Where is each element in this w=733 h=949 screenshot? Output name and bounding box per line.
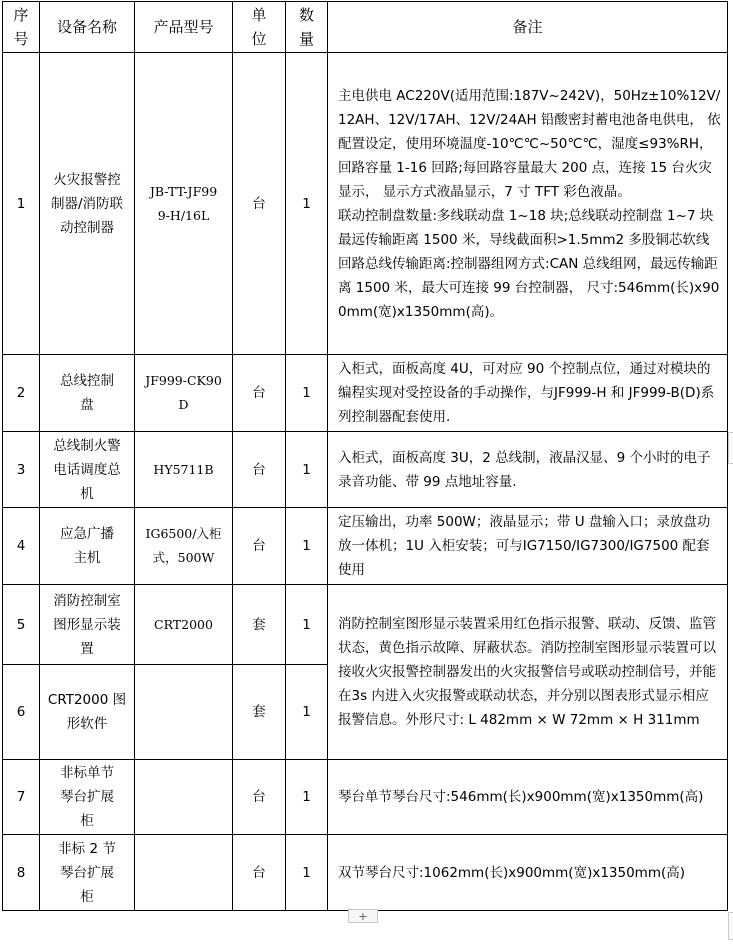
table-row [3,53,728,355]
row-model: CRT2000 [135,585,233,665]
header-no: 序号 [3,2,40,53]
row-no: 8 [3,835,40,911]
row-no: 1 [3,53,40,355]
row-name: 非标 2 节琴台扩展柜 [40,835,135,911]
row-qty: 1 [286,508,328,585]
header-unit: 单位 [233,2,286,53]
row-name: 应急广播主机 [40,508,135,585]
row-model: IG6500/入柜式，500W [135,508,233,585]
row-model [135,665,233,760]
header-qty: 数量 [286,2,328,53]
header-model: 产品型号 [135,2,233,53]
row-no: 3 [3,432,40,508]
row-unit: 台 [233,760,286,835]
row-unit: 台 [233,835,286,911]
row-model [135,760,233,835]
row-qty: 1 [286,355,328,432]
row-name: 火灾报警控制器/消防联动控制器 [40,53,135,355]
row-qty: 1 [286,53,328,355]
row-qty: 1 [286,835,328,911]
row-note: 入柜式，面板高度 4U，可对应 90 个控制点位，通过对模块的编程实现对受控设备的手动操作，与JF999-H 和 JF999-B(D)系列控制器配套使用. [328,355,728,432]
row-note-merged: 消防控制室图形显示装置采用红色指示报警、联动、反馈、监管状态，黄色指示故障、屏蔽状态。消防控制室图形显示装置可以接收火灾报警控制器发出的火灾报警信号或联动控制信号，并能在3s 内进入火灾报警或联动状态，并分别以图表形式显示相应报警信息。外形尺寸: L 482mm × W 72mm × H 311mm [328,585,728,760]
row-note: 入柜式，面板高度 3U，2 总线制，液晶汉显、9 个小时的电子录音功能、带 99 点地址容量. [328,432,728,508]
row-unit: 套 [233,585,286,665]
row-unit: 台 [233,508,286,585]
row-no: 7 [3,760,40,835]
row-qty: 1 [286,760,328,835]
table-row [3,585,728,665]
row-model [135,835,233,911]
row-note [328,53,728,355]
row-name: 总线控制盘 [40,355,135,432]
row-model: JB-TT-JF999-H/16L [135,53,233,355]
equipment-table [2,1,728,911]
note-paragraph: 主电供电 AC220V(适用范围:187V~242V)，50Hz±10%12V/12AH、12V/17AH、12V/24AH 铅酸密封蓄电池备电供电， 依配置设定，使用环境温度-10℃℃~50℃℃，湿度≤93%RH，回路容量 1-16 回路;每回路容量最大 200 点，连接 15 台火灾显示， 显示方式液晶显示，7 寸 TFT 彩色液晶。 [338,87,721,200]
row-qty: 1 [286,665,328,760]
row-name: CRT2000 图形软件 [40,665,135,760]
row-name: 非标单节琴台扩展柜 [40,760,135,835]
table-row [3,355,728,432]
row-no: 6 [3,665,40,760]
row-name: 总线制火警电话调度总机 [40,432,135,508]
table-row [3,835,728,911]
row-model: JF999-CK90D [135,355,233,432]
row-unit: 台 [233,355,286,432]
row-model: HY5711B [135,432,233,508]
row-unit: 台 [233,53,286,355]
row-name: 消防控制室图形显示装置 [40,585,135,665]
column-resize-handle[interactable] [728,432,733,464]
add-row-button[interactable]: + [348,909,378,923]
row-unit: 台 [233,432,286,508]
row-no: 2 [3,355,40,432]
header-row [3,2,728,53]
row-qty: 1 [286,432,328,508]
row-no: 5 [3,585,40,665]
row-note: 琴台单节琴台尺寸:546mm(长)x900mm(宽)x1350mm(高) [328,760,728,835]
note-paragraph: 联动控制盘数量:多线联动盘 1~18 块;总线联动控制盘 1~7 块最远传输距离 1500 米，导线截面积>1.5mm2 多股铜芯软线回路总线传输距离:控制器组网方式:CAN 总线组网，最远传输距离 1500 米，最大可连接 99 台控制器， 尺寸:546mm(长)x900mm(宽)x1350mm(高)。 [338,207,720,320]
row-note: 定压输出，功率 500W；液晶显示；带 U 盘输入口；录放盘功放一体机；1U 入柜安装；可与IG7150/IG7300/IG7500 配套使用 [328,508,728,585]
row-qty: 1 [286,585,328,665]
row-note: 双节琴台尺寸:1062mm(长)x900mm(宽)x1350mm(高) [328,835,728,911]
table-row [3,760,728,835]
table-row [3,508,728,585]
row-no: 4 [3,508,40,585]
row-unit: 套 [233,665,286,760]
header-note: 备注 [328,2,728,53]
table-row [3,432,728,508]
column-resize-handle[interactable] [728,912,733,940]
header-name: 设备名称 [40,2,135,53]
